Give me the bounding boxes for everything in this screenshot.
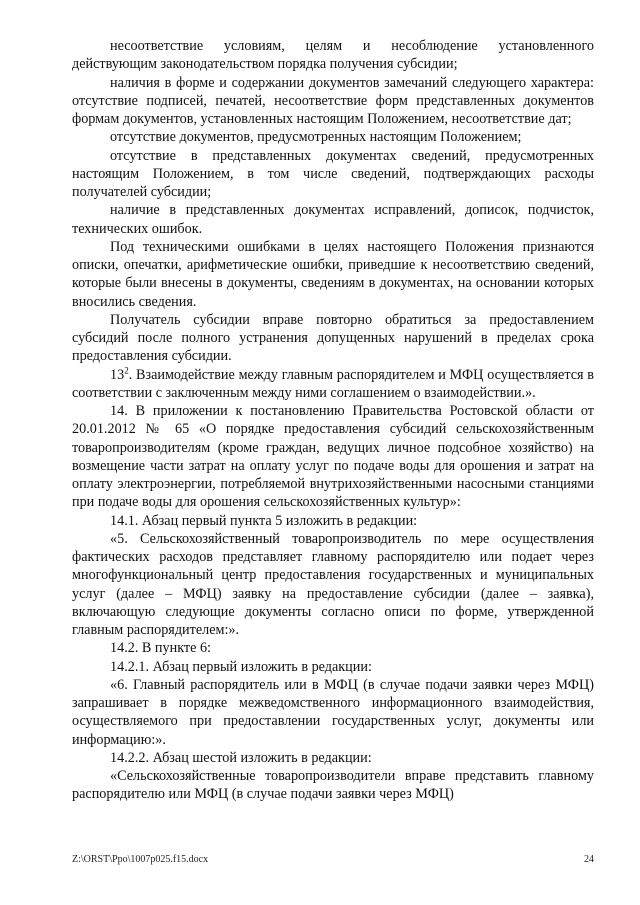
paragraph-13-2 [72, 366, 594, 403]
paragraph: «5. Сельскохозяйственный товаропроизводитель по мере осуществления фактических расходов представляет главному распорядителю или подает через многофункциональный центр предоставления государственных и муниципальных услуг (далее – МФЦ) заявку на предоставление субсидии (далее – заявка), включающую следующие документы согласно описи по форме, утвержденной главным распорядителем:». [72, 530, 594, 638]
paragraph: «Сельскохозяйственные товаропроизводители вправе представить главному распорядителю или МФЦ (в случае подачи заявки через МФЦ) [72, 768, 594, 803]
paragraph: Получатель субсидии вправе повторно обратиться за предоставлением субсидий после полного устранения допущенных нарушений в пределах срока предоставления субсидии. [72, 311, 594, 365]
file-path: Z:\ORST\Ppo\1007p025.f15.docx [72, 854, 209, 865]
paragraph: отсутствие в представленных документах сведений, предусмотренных настоящим Положением, в том числе сведений, подтверждающих расходы получателей субсидии; [72, 147, 594, 200]
paragraph: 14. В приложении к постановлению Правительства Ростовской области от 20.01.2012 № 65 «О порядке предоставления субсидий сельскохозяйственным товаропроизводителям (кроме граждан, ведущих личное подсобное хозяйство) на возмещение части затрат на оплату услуг по подаче воды для орошения и затрат на оплату электроэнергии, потребляемой внутрихозяйственными насосными станциями при подаче воды для орошения сельскохозяйственных культур»: [72, 403, 594, 511]
page-number: 24 [584, 854, 594, 865]
paragraph: «6. Главный распорядитель или в МФЦ (в случае подачи заявки через МФЦ) запрашивает в порядке межведомственного информационного взаимодействия, осуществляемого при предоставлении государственных услуг, документы или информацию:». [72, 676, 594, 748]
paragraph: наличие в представленных документах исправлений, дописок, подчисток, технических ошибок. [72, 202, 594, 237]
clause-text: . Взаимодействие между главным распорядителем и МФЦ осуществляется в соответствии с заключенным между ними соглашением о взаимодействии.». [72, 366, 594, 401]
paragraph: несоответствие условиям, целям и несоблюдение установленного действующим законодательством порядка получения субсидии; [72, 38, 594, 73]
paragraph: наличия в форме и содержании документов замечаний следующего характера: отсутствие подписей, печатей, несоответствие форм представленных документов формам документов, установленных настоящим Положением, несоответствие дат; [72, 74, 594, 127]
paragraph: отсутствие документов, предусмотренных настоящим Положением; [110, 129, 522, 146]
paragraph: Под техническими ошибками в целях настоящего Положения признаются описки, опечатки, арифметические ошибки, приведшие к несоответствию сведений, которые были внесены в документы, сведениям в документах, на основании которых вносились сведения. [72, 238, 594, 310]
clause-superscript: 2 [124, 364, 129, 375]
paragraph: 14.2.1. Абзац первый изложить в редакции: [110, 658, 372, 675]
clause-number: 13 [110, 366, 125, 383]
document-body [72, 37, 594, 804]
paragraph: 14.2. В пункте 6: [110, 640, 211, 657]
paragraph: 14.2.2. Абзац шестой изложить в редакции: [110, 749, 372, 766]
paragraph: 14.1. Абзац первый пункта 5 изложить в редакции: [110, 512, 418, 529]
